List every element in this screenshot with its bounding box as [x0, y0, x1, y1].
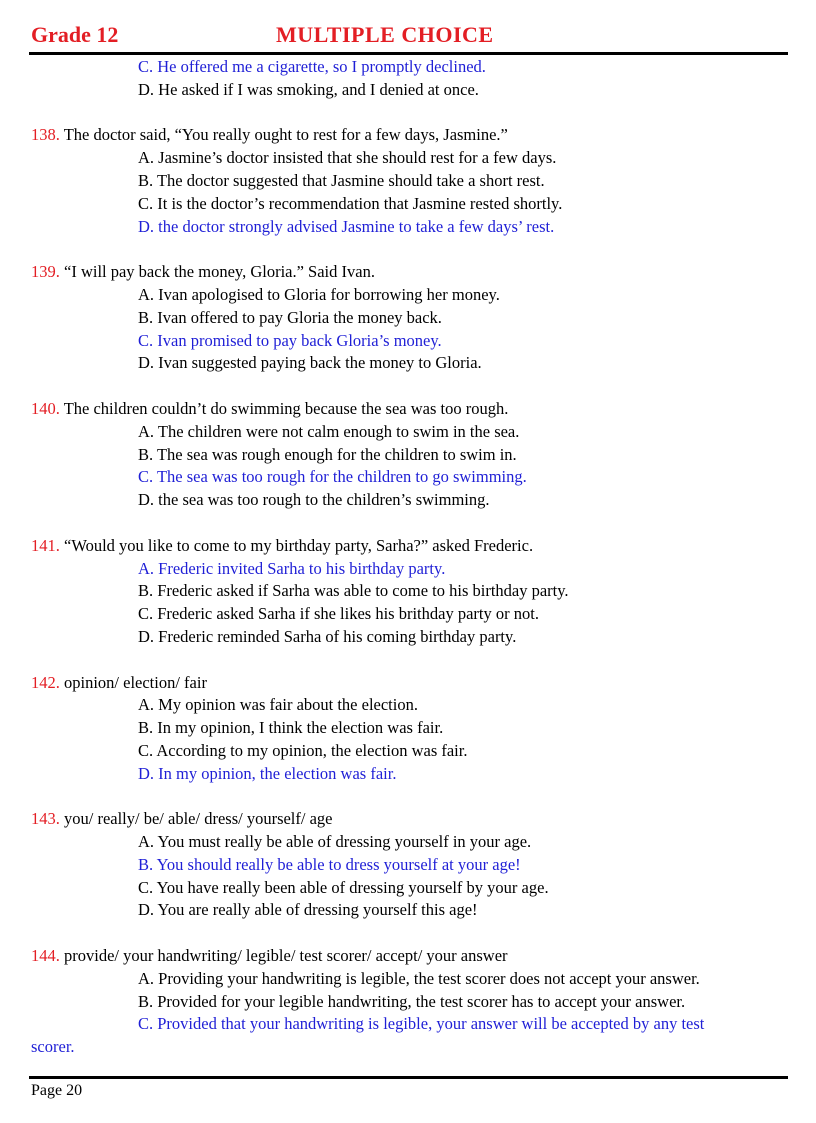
option: B. The sea was rough enough for the children to swim in. — [138, 444, 517, 464]
option: B. Provided for your legible handwriting, the test scorer has to accept your answer. — [138, 991, 686, 1011]
question-number: 144. — [31, 946, 60, 966]
option-answer: A. Frederic invited Sarha to his birthday party. — [138, 558, 446, 578]
question-stem: The doctor said, “You really ought to rest for a few days, Jasmine.” — [59, 125, 508, 145]
option: C. It is the doctor’s recommendation that Jasmine rested shortly. — [138, 193, 563, 213]
grade-label: Grade 12 — [31, 22, 119, 47]
option: B. In my opinion, I think the election was fair. — [138, 718, 444, 738]
question-number: 143. — [31, 809, 60, 829]
question-stem: The children couldn’t do swimming because the sea was too rough. — [59, 398, 509, 418]
question-number: 138. — [31, 125, 60, 145]
option: B. Ivan offered to pay Gloria the money back. — [138, 307, 442, 327]
option: A. The children were not calm enough to swim in the sea. — [138, 421, 520, 441]
question-138 — [31, 124, 791, 147]
question-stem: “I will pay back the money, Gloria.” Said Ivan. — [59, 262, 375, 282]
option-answer: C. The sea was too rough for the children to go swimming. — [138, 467, 527, 487]
question-stem: provide/ your handwriting/ legible/ test scorer/ accept/ your answer — [59, 946, 508, 966]
footer-divider — [29, 1076, 788, 1079]
option-answer: C. He offered me a cigarette, so I promptly declined. — [138, 57, 486, 76]
option: D. He asked if I was smoking, and I denied at once. — [138, 79, 479, 99]
option: C. According to my opinion, the election was fair. — [138, 740, 468, 760]
option: C. Frederic asked Sarha if she likes his brithday party or not. — [138, 604, 539, 624]
option: D. Frederic reminded Sarha of his coming birthday party. — [138, 626, 517, 646]
option-answer: D. In my opinion, the election was fair. — [138, 763, 397, 783]
question-number: 141. — [31, 535, 60, 555]
option-answer-line2: scorer. — [31, 1037, 75, 1057]
option: A. My opinion was fair about the election. — [138, 695, 418, 715]
question-141 — [31, 535, 791, 558]
option: B. Frederic asked if Sarha was able to come to his birthday party. — [138, 581, 569, 601]
question-stem: “Would you like to come to my birthday party, Sarha?” asked Frederic. — [59, 535, 534, 555]
option: A. You must really be able of dressing yourself in your age. — [138, 832, 532, 852]
option: D. You are really able of dressing yourself this age! — [138, 900, 478, 920]
page-number: Page 20 — [31, 1082, 83, 1099]
option: C. You have really been able of dressing yourself by your age. — [138, 877, 549, 897]
page-header — [31, 22, 788, 52]
option: D. Ivan suggested paying back the money to Gloria. — [138, 353, 482, 373]
question-number: 139. — [31, 262, 60, 282]
option: B. The doctor suggested that Jasmine should take a short rest. — [138, 170, 545, 190]
header-divider — [29, 52, 788, 55]
option: D. the sea was too rough to the children’s swimming. — [138, 490, 490, 510]
option: A. Jasmine’s doctor insisted that she should rest for a few days. — [138, 148, 557, 168]
question-list — [31, 56, 791, 1059]
question-number: 140. — [31, 398, 60, 418]
question-number: 142. — [31, 672, 60, 692]
option-answer: B. You should really be able to dress yourself at your age! — [138, 854, 521, 874]
question-stem: opinion/ election/ fair — [59, 672, 207, 692]
option-answer-line1: C. Provided that your handwriting is legible, your answer will be accepted by any test — [138, 1014, 705, 1034]
document-title: MULTIPLE CHOICE — [276, 22, 494, 47]
question-stem: you/ really/ be/ able/ dress/ yourself/ age — [59, 809, 333, 829]
question-140 — [31, 398, 791, 421]
option-answer: D. the doctor strongly advised Jasmine to take a few days’ rest. — [138, 216, 555, 236]
option-answer: C. Ivan promised to pay back Gloria’s money. — [138, 330, 442, 350]
option: A. Providing your handwriting is legible, the test scorer does not accept your answer. — [138, 968, 700, 988]
question-142 — [31, 672, 791, 695]
option: A. Ivan apologised to Gloria for borrowing her money. — [138, 284, 500, 304]
question-143 — [31, 808, 791, 831]
question-144 — [31, 945, 791, 968]
question-139 — [31, 261, 791, 284]
